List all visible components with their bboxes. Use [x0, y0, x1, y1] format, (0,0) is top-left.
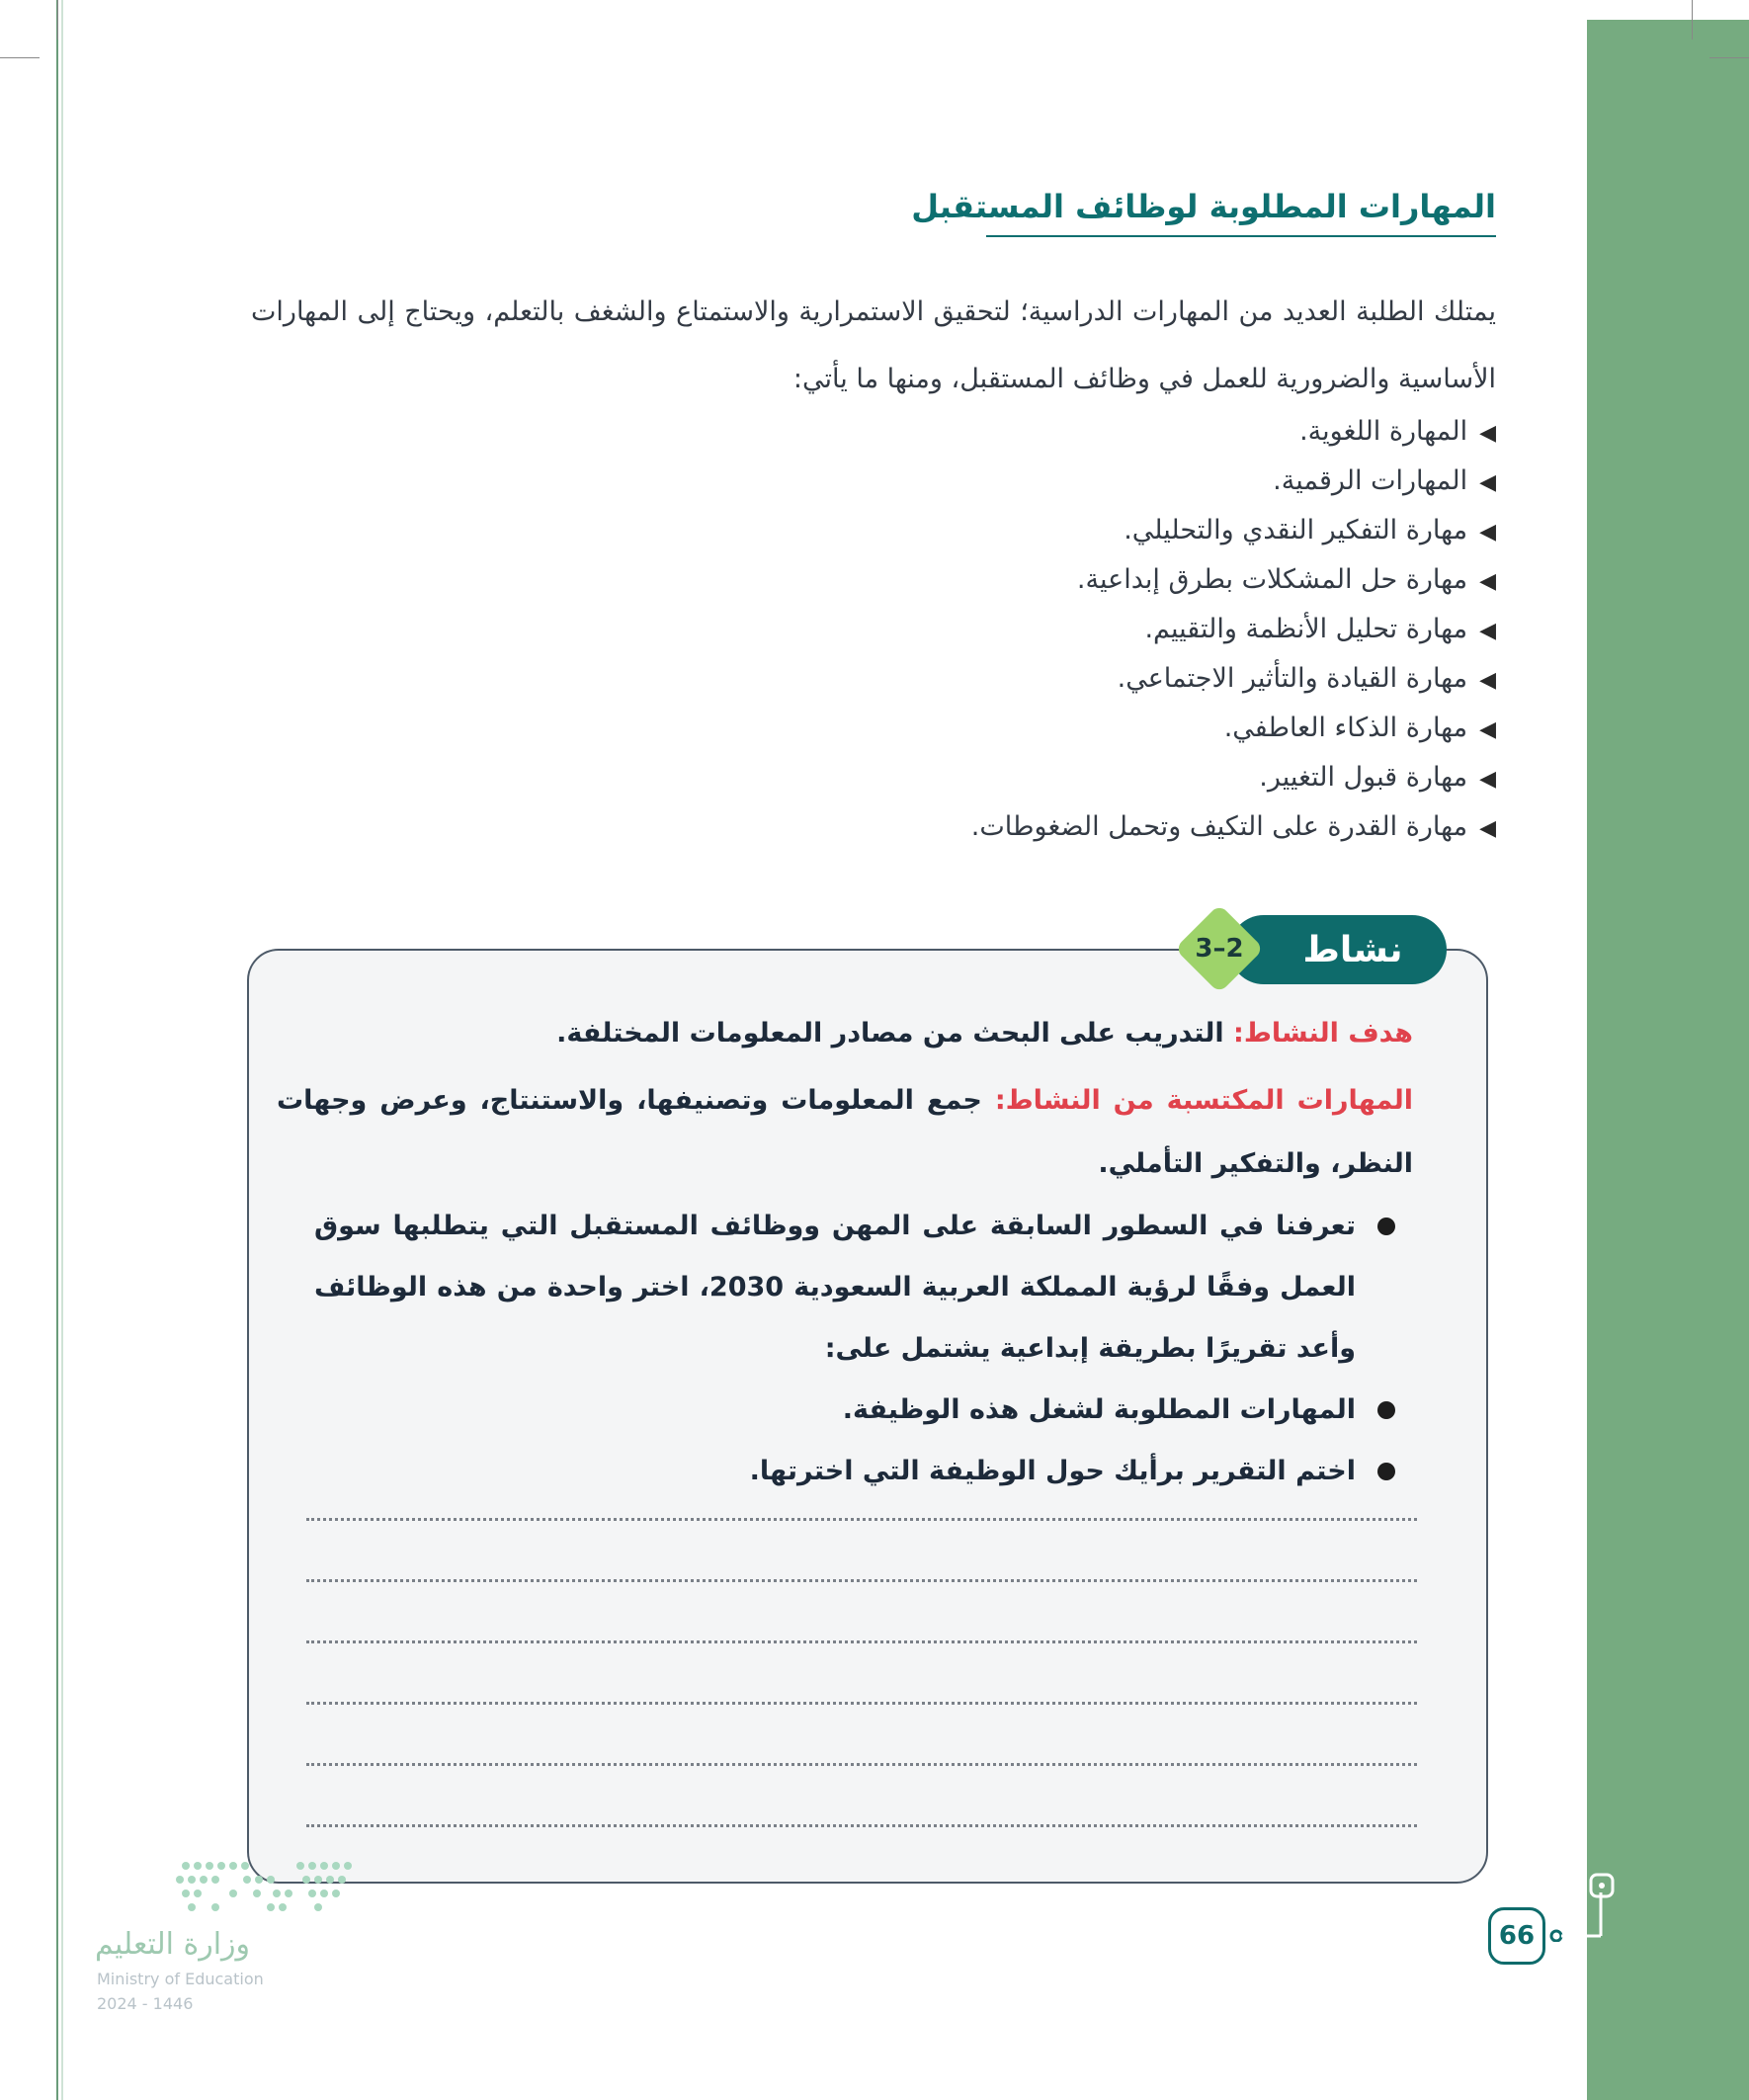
skill-text: مهارة القيادة والتأثير الاجتماعي. — [1117, 663, 1468, 694]
skills-list — [409, 407, 1496, 852]
list-item — [314, 1380, 1401, 1441]
list-item — [409, 407, 1496, 457]
answer-line[interactable] — [306, 1579, 1417, 1582]
title-underline — [986, 235, 1496, 237]
side-color-band — [1587, 20, 1749, 2100]
section-title: المهارات المطلوبة لوظائف المستقبل — [911, 188, 1496, 225]
answer-line[interactable] — [306, 1824, 1417, 1827]
crop-mark — [1692, 0, 1693, 40]
ministry-name-english: Ministry of Education — [97, 1970, 264, 1988]
ministry-year: 2024 - 1446 — [97, 1994, 194, 2013]
skill-text: مهارة القدرة على التكيف وتحمل الضغوطات. — [970, 811, 1468, 842]
instruction-text: تعرفنا في السطور السابقة على المهن ووظائف المستقبل التي يتطلبها سوق العمل وفقًا لرؤية المملكة العربية السعودية 2030، اختر واحدة من هذه الوظائف وأعد تقريرًا بطريقة إبداعية يشتمل على: — [314, 1211, 1356, 1364]
triangle-bullet-icon: ◀ — [1479, 816, 1496, 841]
page-number: 66 — [1488, 1907, 1545, 1965]
triangle-bullet-icon: ◀ — [1479, 668, 1496, 693]
list-item — [409, 654, 1496, 704]
activity-instructions — [314, 1196, 1401, 1502]
answer-line[interactable] — [306, 1518, 1417, 1521]
answer-line[interactable] — [306, 1702, 1417, 1705]
list-item — [409, 457, 1496, 506]
activity-goal — [556, 1018, 1413, 1049]
instruction-text: اختم التقرير برأيك حول الوظيفة التي اخترتها. — [749, 1456, 1356, 1486]
list-item — [409, 753, 1496, 802]
goal-text: التدريب على البحث من مصادر المعلومات المختلفة. — [556, 1018, 1224, 1049]
skill-text: مهارة التفكير النقدي والتحليلي. — [1124, 515, 1468, 546]
list-item — [314, 1196, 1401, 1380]
list-item — [409, 506, 1496, 555]
skill-text: مهارة الذكاء العاطفي. — [1223, 713, 1468, 743]
skill-text: المهارات الرقمية. — [1273, 465, 1468, 496]
instruction-text: المهارات المطلوبة لشغل هذه الوظيفة. — [842, 1394, 1356, 1425]
list-item — [314, 1441, 1401, 1502]
skill-text: مهارة حل المشكلات بطرق إبداعية. — [1076, 564, 1468, 595]
activity-number: 3–2 — [1195, 934, 1244, 964]
left-margin-line-light — [61, 0, 63, 2100]
intro-paragraph: يمتلك الطلبة العديد من المهارات الدراسية؛ لتحقيق الاستمرارية والاستمتاع والشغف بالتعلم، ويحتاج إلى المهارات الأساسية والضرورية للعمل في وظائف المستقبل، ومنها ما يأتي: — [251, 296, 1496, 394]
bullet-dot-icon — [1377, 1218, 1395, 1235]
activity-skills — [277, 1069, 1413, 1196]
goal-label: هدف النشاط: — [1233, 1018, 1413, 1049]
list-item — [409, 555, 1496, 605]
triangle-bullet-icon: ◀ — [1479, 470, 1496, 495]
skill-text: مهارة قبول التغيير. — [1259, 762, 1468, 793]
bullet-dot-icon — [1377, 1463, 1395, 1480]
page-connector-icon — [1541, 1873, 1650, 1942]
left-margin-line — [56, 0, 58, 2100]
triangle-bullet-icon: ◀ — [1479, 717, 1496, 742]
triangle-bullet-icon: ◀ — [1479, 421, 1496, 446]
list-item — [409, 605, 1496, 654]
triangle-bullet-icon: ◀ — [1479, 569, 1496, 594]
answer-line[interactable] — [306, 1640, 1417, 1643]
crop-mark — [57, 0, 58, 40]
ministry-name-arabic: وزارة التعليم — [95, 1927, 251, 1962]
crop-mark — [0, 57, 40, 58]
triangle-bullet-icon: ◀ — [1479, 619, 1496, 643]
skills-label: المهارات المكتسبة من النشاط: — [994, 1085, 1414, 1116]
skill-text: المهارة اللغوية. — [1299, 416, 1468, 447]
activity-label: نشاط — [1229, 915, 1447, 984]
skills-text: جمع المعلومات وتصنيفها، والاستنتاج، وعرض وجهات النظر، والتفكير التأملي. — [277, 1085, 1413, 1179]
crop-mark — [1709, 57, 1749, 58]
triangle-bullet-icon: ◀ — [1479, 520, 1496, 545]
list-item — [409, 704, 1496, 753]
list-item — [409, 802, 1496, 852]
skill-text: مهارة تحليل الأنظمة والتقييم. — [1144, 614, 1468, 644]
bullet-dot-icon — [1377, 1401, 1395, 1419]
answer-line[interactable] — [306, 1763, 1417, 1766]
triangle-bullet-icon: ◀ — [1479, 767, 1496, 792]
